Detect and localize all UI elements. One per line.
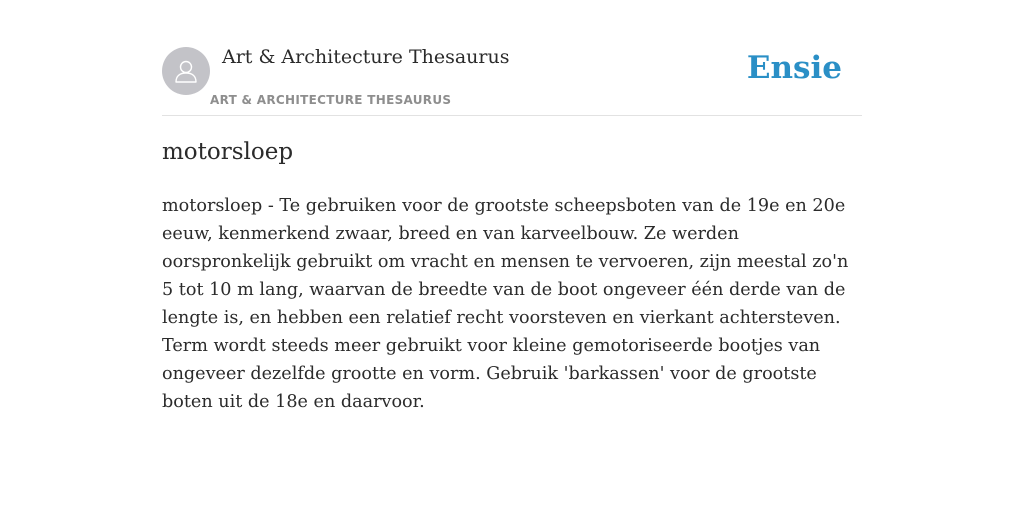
user-silhouette-icon — [172, 57, 200, 85]
entry-header — [162, 0, 862, 116]
ensie-logo[interactable]: Ensie — [746, 50, 842, 86]
source-title[interactable]: Art & Architecture Thesaurus — [222, 46, 510, 68]
source-subtitle[interactable]: ART & ARCHITECTURE THESAURUS — [210, 93, 452, 107]
avatar[interactable] — [162, 47, 210, 95]
definition-text: motorsloep - Te gebruiken voor de grootste scheepsboten van de 19e en 20e eeuw, kenmerkend zwaar, breed en van karveelbouw. Ze werden oorspronkelijk gebruikt om vracht en mensen te vervoeren, zijn meestal zo'n 5 tot 10 m lang, waarvan de breedte van de boot ongeveer één derde van de lengte is, en hebben een relatief recht voorsteven en vierkant achtersteven. Term wordt steeds meer gebruikt voor kleine gemotoriseerde bootjes van ongeveer dezelfde grootte en vorm. Gebruik 'barkassen' voor de grootste boten uit de 18e en daarvoor. — [162, 196, 849, 412]
entry-card — [162, 0, 862, 512]
page-title: motorsloep — [162, 139, 294, 165]
